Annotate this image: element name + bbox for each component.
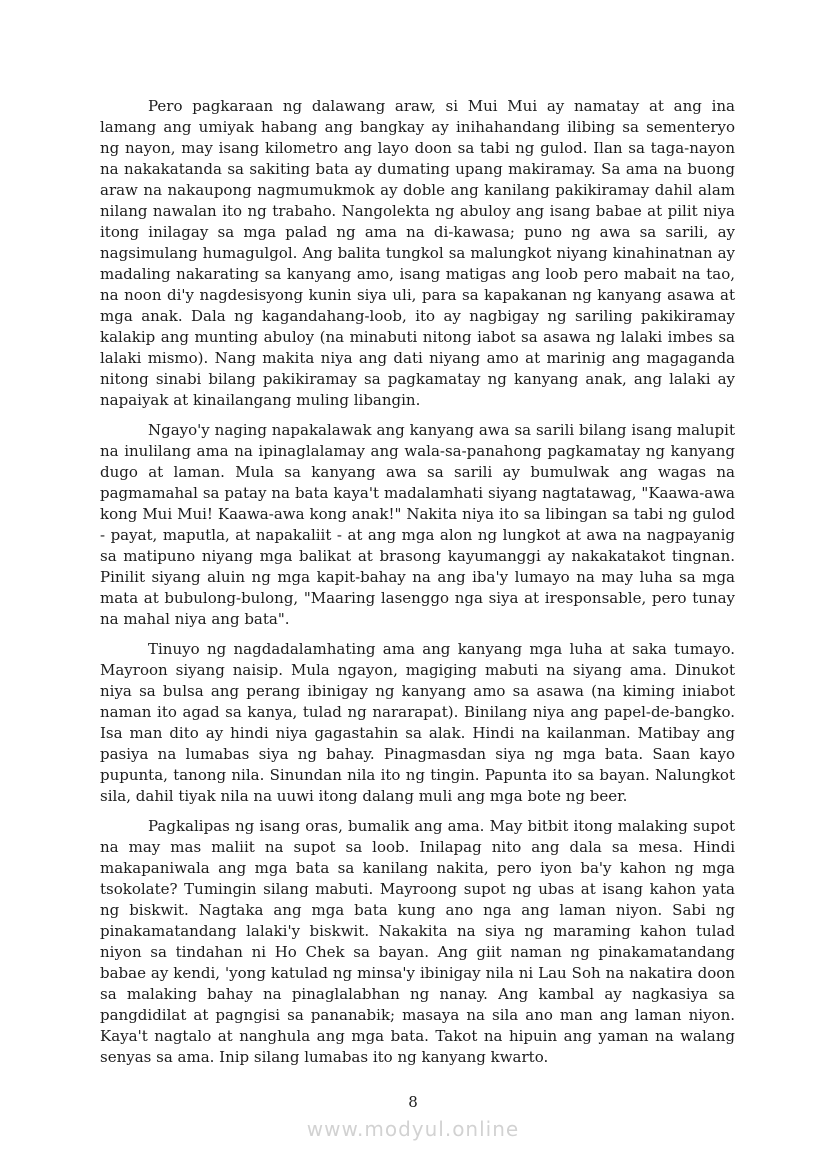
document-body <box>100 96 735 1077</box>
paragraph-1: Pero pagkaraan ng dalawang araw, si Mui Mui ay namatay at ang ina lamang ang umiyak habang ang bangkay ay inihahandang ilibing sa sementeryo ng nayon, may isang kilometro ang layo doon sa tabi ng gulod. Ilan sa taga-nayon na nakakatanda sa sakiting bata ay dumating upang makiramay. Sa ama na buong araw na nakaupong nagmumukmok ay doble ang kanilang pakikiramay dahil alam nilang nawalan ito ng trabaho. Nangolekta ng abuloy ang isang babae at pilit niya itong inilagay sa mga palad ng ama na di-kawasa; puno ng awa sa sarili, ay nagsimulang humagulgol. Ang balita tungkol sa malungkot niyang kinahinatnan ay madaling nakarating sa kanyang amo, isang matigas ang loob pero mabait na tao, na noon di'y nagdesisyong kunin siya uli, para sa kapakanan ng kanyang asawa at mga anak. Dala ng kagandahang-loob, ito ay nagbigay ng sariling pakikiramay kalakip ang munting abuloy (na minabuti nitong iabot sa asawa ng lalaki imbes sa lalaki mismo). Nang makita niya ang dati niyang amo at marinig ang magaganda nitong sinabi bilang pakikiramay sa pagkamatay ng kanyang anak, ang lalaki ay napaiyak at kinailangang muling libangin. <box>100 97 735 409</box>
paragraph-3: Tinuyo ng nagdadalamhating ama ang kanyang mga luha at saka tumayo. Mayroon siyang naisip. Mula ngayon, magiging mabuti na siyang ama. Dinukot niya sa bulsa ang perang ibinigay ng kanyang amo sa asawa (na kiming iniabot naman ito agad sa kanya, tulad ng nararapat). Binilang niya ang papel-de-bangko. Isa man dito ay hindi niya gagastahin sa alak. Hindi na kailanman. Matibay ang pasiya na lumabas siya ng bahay. Pinagmasdan siya ng mga bata. Saan kayo pupunta, tanong nila. Sinundan nila ito ng tingin. Papunta ito sa bayan. Nalungkot sila, dahil tiyak nila na uuwi itong dalang muli ang mga bote ng beer. <box>100 640 735 805</box>
paragraph-4: Pagkalipas ng isang oras, bumalik ang ama. May bitbit itong malaking supot na may mas maliit na supot sa loob. Inilapag nito ang dala sa mesa. Hindi makapaniwala ang mga bata sa kanilang nakita, pero iyon ba'y kahon ng mga tsokolate? Tumingin silang mabuti. Mayroong supot ng ubas at isang kahon yata ng biskwit. Nagtaka ang mga bata kung ano nga ang laman niyon. Sabi ng pinakamatandang lalaki'y biskwit. Nakakita na siya ng maraming kahon tulad niyon sa tindahan ni Ho Chek sa bayan. Ang giit naman ng pinakamatandang babae ay kendi, 'yong katulad ng minsa'y ibinigay nila ni Lau Soh na nakatira doon sa malaking bahay na pinaglalabhan ng nanay. Ang kambal ay nagkasiya sa pangdidilat at pagngisi sa pananabik; masaya na sila ano man ang laman niyon. Kaya't nagtalo at nanghula ang mga bata. Takot na hipuin ang yaman na walang senyas sa ama. Inip silang lumabas ito ng kanyang kwarto. <box>100 817 735 1066</box>
page-number: 8 <box>408 1093 418 1111</box>
paragraph-2: Ngayo'y naging napakalawak ang kanyang awa sa sarili bilang isang malupit na inulilang ama na ipinaglalamay ang wala-sa-panahong pagkamatay ng kanyang dugo at laman. Mula sa kanyang awa sa sarili ay bumulwak ang wagas na pagmamahal sa patay na bata kaya't madalamhati siyang nagtatawag, "Kaawa-awa kong Mui Mui! Kaawa-awa kong anak!" Nakita niya ito sa libingan sa tabi ng gulod - payat, maputla, at napakaliit - at ang mga alon ng lungkot at awa na nagpayanig sa matipuno niyang mga balikat at brasong kayumanggi ay nakakatakot tingnan. Pinilit siyang aluin ng mga kapit-bahay na ang iba'y lumayo na may luha sa mga mata at bubulong-bulong, "Maaring lasenggo nga siya at iresponsable, pero tunay na mahal niya ang bata". <box>100 421 735 628</box>
watermark-url: www.modyul.online <box>306 1117 520 1141</box>
